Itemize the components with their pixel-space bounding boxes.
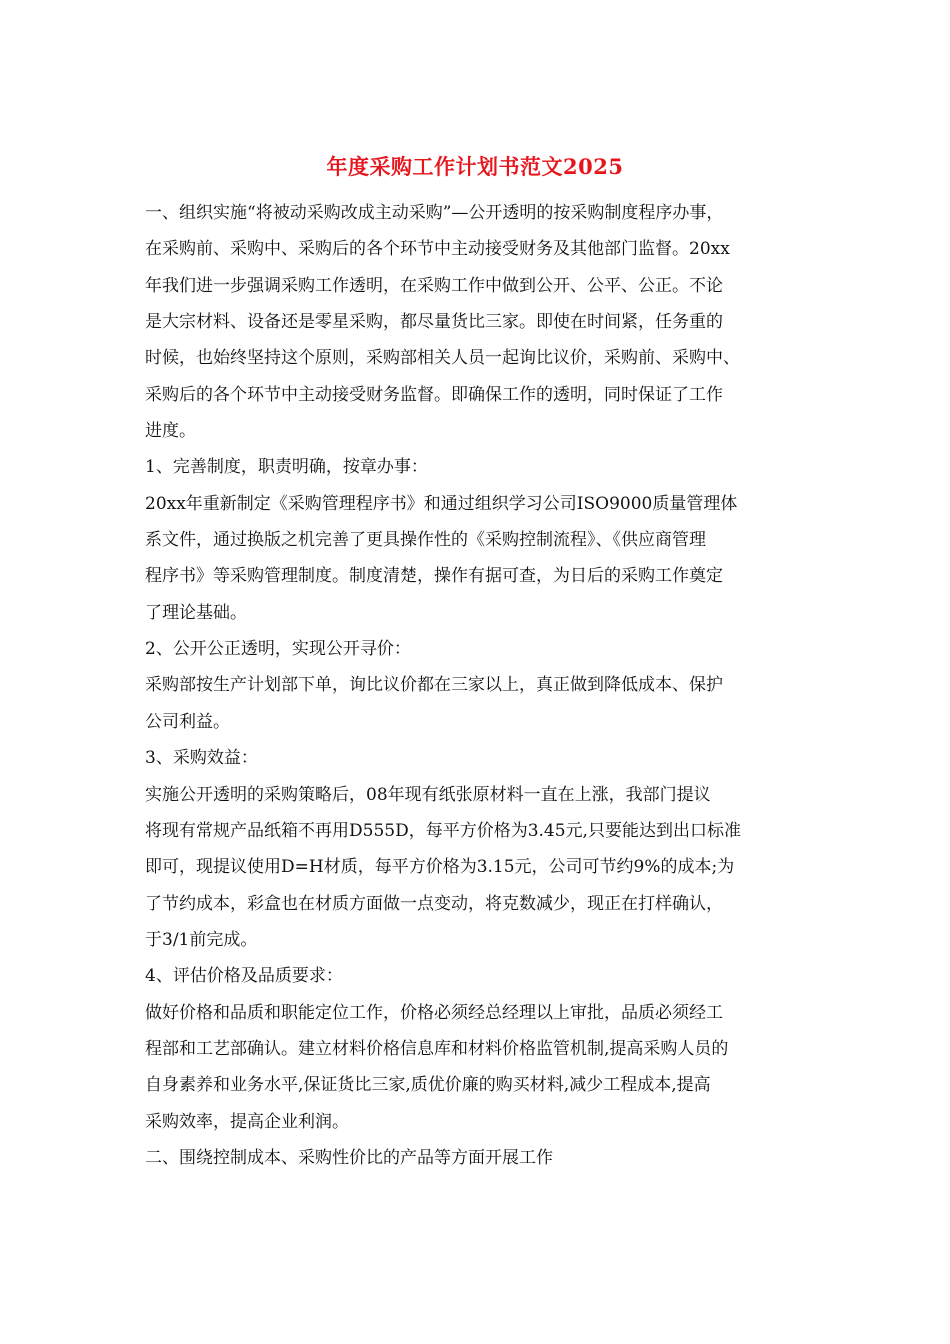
body-line: 程序书》等采购管理制度。制度清楚，操作有据可查，为日后的采购工作奠定 [145, 566, 723, 587]
body-line: 实施公开透明的采购策略后，08年现有纸张原材料一直在上涨，我部门提议 [145, 784, 711, 805]
body-line: 程部和工艺部确认。建立材料价格信息库和材料价格监管机制,提高采购人员的 [145, 1038, 729, 1059]
body-line: 公司利益。 [145, 711, 230, 732]
body-line: 于3/1前完成。 [145, 929, 258, 950]
body-line: 年我们进一步强调采购工作透明，在采购工作中做到公开、公平、公正。不论 [145, 275, 723, 296]
body-line: 采购效率，提高企业利润。 [145, 1111, 349, 1132]
body-line: 了理论基础。 [145, 602, 247, 623]
body-line: 做好价格和品质和职能定位工作，价格必须经总经理以上审批，品质必须经工 [145, 1002, 723, 1023]
document-title: 年度采购工作计划书范文2025 [326, 154, 624, 179]
section-heading: 2、公开公正透明，实现公开寻价： [145, 639, 411, 660]
body-line: 在采购前、采购中、采购后的各个环节中主动接受财务及其他部门监督。20xx [145, 239, 730, 260]
section-heading: 3、采购效益： [145, 748, 258, 769]
body-line: 即可，现提议使用D=H材质，每平方价格为3.15元，公司可节约9%的成本;为 [145, 857, 735, 878]
document-body [145, 195, 807, 1176]
body-line: 是大宗材料、设备还是零星采购，都尽量货比三家。即使在时间紧，任务重的 [145, 312, 723, 333]
body-line: 自身素养和业务水平,保证货比三家,质优价廉的购买材料,减少工程成本,提高 [145, 1075, 711, 1096]
body-line: 进度。 [145, 421, 196, 442]
body-line: 20xx年重新制定《采购管理程序书》和通过组织学习公司ISO9000质量管理体 [145, 493, 738, 514]
body-line: 采购部按生产计划部下单，询比议价都在三家以上，真正做到降低成本、保护 [145, 675, 723, 696]
body-line: 将现有常规产品纸箱不再用D555D，每平方价格为3.45元,只要能达到出口标准 [145, 820, 741, 841]
section-heading: 1、完善制度，职责明确，按章办事： [145, 457, 428, 478]
body-line: 了节约成本，彩盒也在材质方面做一点变动，将克数减少，现正在打样确认， [145, 893, 723, 914]
body-line: 系文件，通过换版之机完善了更具操作性的《采购控制流程》、《供应商管理 [145, 530, 706, 551]
body-line: 一、组织实施“将被动采购改成主动采购”—公开透明的按采购制度程序办事， [145, 203, 724, 223]
body-line: 时候，也始终坚持这个原则，采购部相关人员一起询比议价，采购前、采购中、 [145, 348, 740, 369]
section-heading: 二、围绕控制成本、采购性价比的产品等方面开展工作 [145, 1147, 553, 1168]
section-heading: 4、评估价格及品质要求： [145, 966, 343, 987]
body-line: 采购后的各个环节中主动接受财务监督。即确保工作的透明，同时保证了工作 [145, 384, 723, 405]
